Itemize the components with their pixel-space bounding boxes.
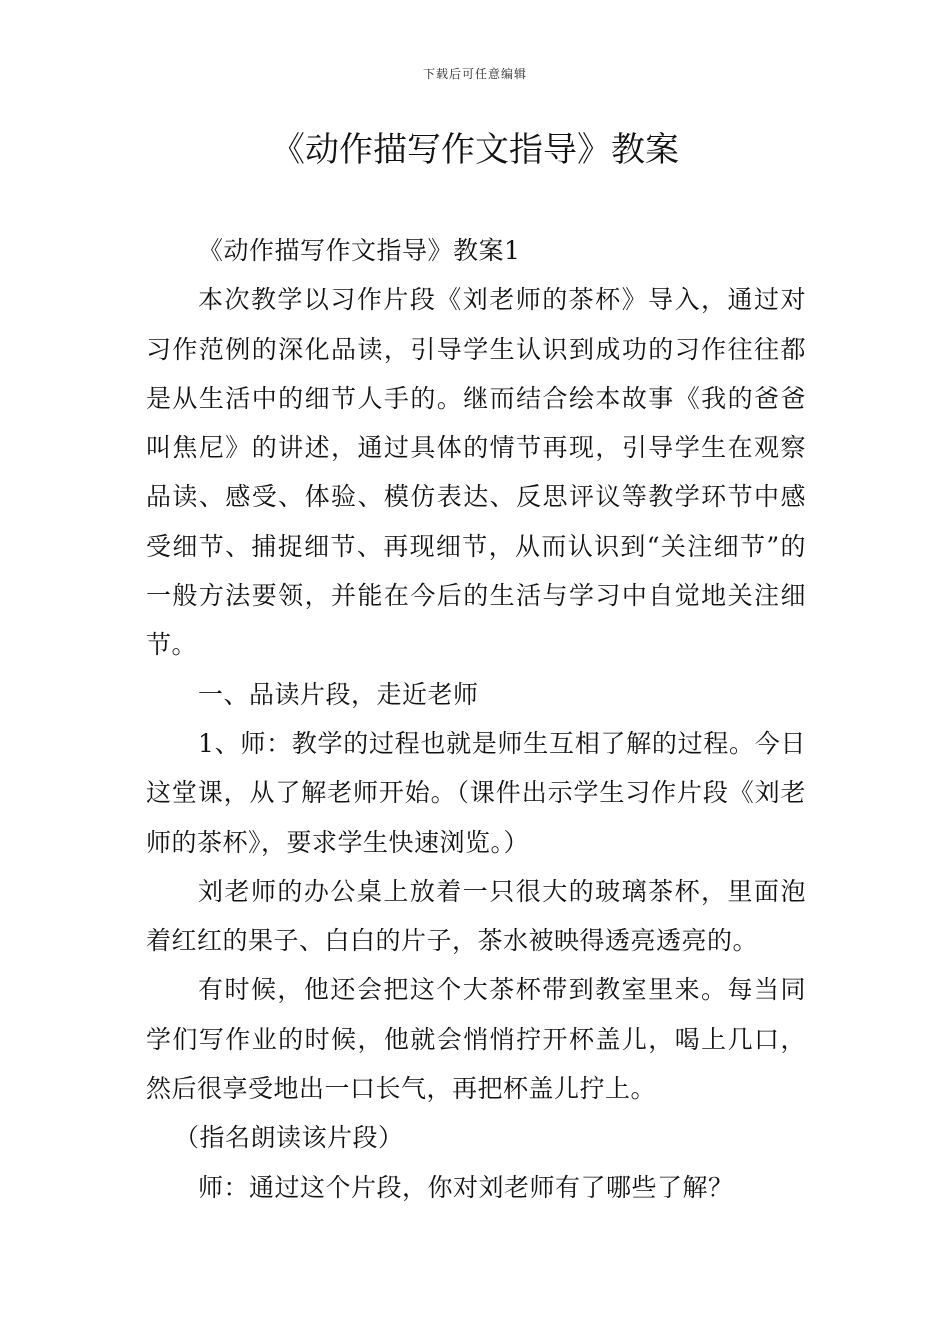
teacher-question: 师：通过这个片段，你对刘老师有了哪些了解？ [198,1172,734,1202]
excerpt-paragraph-2: 有时候，他还会把这个大茶杯带到教室里来。每当同学们写作业的时候，他就会悄悄拧开杯盖儿，喝上几口，然后很享受地出一口长气，再把杯盖儿拧上。 [146,975,806,1104]
teacher-prompt-paragraph: 1、师：教学的过程也就是师生互相了解的过程。今日这堂课，从了解老师开始。（课件出示学生习作片段《刘老师的茶杯》，要求学生快速浏览。） [146,728,806,857]
section-heading: 《动作描写作文指导》教案1 [198,236,521,265]
document-body [146,226,806,1212]
part-one-heading: 一、品读片段，走近老师 [198,679,479,709]
reading-instruction: （指名朗读该片段） [174,1123,404,1153]
intro-paragraph: 本次教学以习作片段《刘老师的茶杯》导入，通过对习作范例的深化品读，引导学生认识到成功的习作往往都是从生活中的细节人手的。继而结合绘本故事《我的爸爸叫焦尼》的讲述，通过具体的情节再现，引导学生在观察品读、感受、体验、模仿表达、反思评议等教学环节中感受细节、捕捉细节、再现细节，从而认识到“关注细节”的一般方法要领，并能在今后的生活与学习中自觉地关注细节。 [146,285,806,660]
excerpt-paragraph-1: 刘老师的办公桌上放着一只很大的玻璃茶杯，里面泡着红红的果子、白白的片子，茶水被映得透亮透亮的。 [146,876,806,956]
document-title: 《动作描写作文指导》教案 [271,130,679,170]
header-note: 下载后可任意编辑 [422,67,527,81]
